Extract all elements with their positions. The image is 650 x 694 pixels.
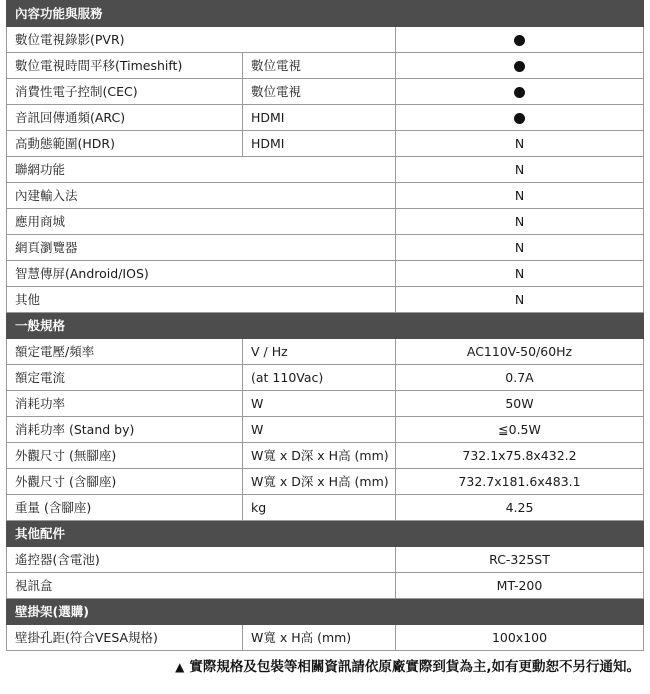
section-title: 壁掛架(選購)	[7, 599, 644, 625]
table-row	[7, 625, 644, 651]
spec-label: 消費性電子控制(CEC)	[7, 79, 243, 105]
spec-unit: W寬 x H高 (mm)	[243, 625, 396, 651]
disclaimer-notice	[0, 655, 640, 675]
table-row	[7, 417, 644, 443]
spec-unit: kg	[243, 495, 396, 521]
table-row	[7, 391, 644, 417]
spec-unit: W	[243, 391, 396, 417]
disclaimer-text: 實際規格及包裝等相關資訊請依原廠實際到貨為主,如有更動恕不另行通知。	[189, 659, 640, 675]
spec-value: 50W	[396, 391, 644, 417]
spec-value: ≦0.5W	[396, 417, 644, 443]
supported-dot-icon	[514, 87, 525, 98]
spec-value: N	[396, 209, 644, 235]
spec-label: 數位電視錄影(PVR)	[7, 27, 396, 53]
spec-value: N	[396, 183, 644, 209]
supported-dot-icon	[514, 61, 525, 72]
spec-value: 732.1x75.8x432.2	[396, 443, 644, 469]
section-title: 其他配件	[7, 521, 644, 547]
supported-dot-icon	[514, 113, 525, 124]
spec-unit: V / Hz	[243, 339, 396, 365]
spec-label: 遙控器(含電池)	[7, 547, 396, 573]
spec-unit: W寬 x D深 x H高 (mm)	[243, 469, 396, 495]
section-header-content	[7, 1, 644, 27]
spec-unit: HDMI	[243, 105, 396, 131]
spec-value: N	[396, 287, 644, 313]
spec-value: N	[396, 235, 644, 261]
spec-label: 數位電視時間平移(Timeshift)	[7, 53, 243, 79]
spec-sheet	[6, 0, 643, 651]
table-row	[7, 105, 644, 131]
spec-value	[396, 27, 644, 53]
spec-value: N	[396, 131, 644, 157]
spec-label: 額定電流	[7, 365, 243, 391]
spec-unit: W	[243, 417, 396, 443]
table-row	[7, 183, 644, 209]
spec-value: MT-200	[396, 573, 644, 599]
spec-label: 網頁瀏覽器	[7, 235, 396, 261]
table-row	[7, 547, 644, 573]
table-row	[7, 287, 644, 313]
spec-value: 732.7x181.6x483.1	[396, 469, 644, 495]
supported-dot-icon	[514, 35, 525, 46]
spec-value	[396, 53, 644, 79]
spec-value: N	[396, 157, 644, 183]
spec-label: 音訊回傳通頻(ARC)	[7, 105, 243, 131]
table-row	[7, 157, 644, 183]
table-row	[7, 339, 644, 365]
spec-value: 4.25	[396, 495, 644, 521]
spec-value: 0.7A	[396, 365, 644, 391]
spec-unit: HDMI	[243, 131, 396, 157]
spec-label: 其他	[7, 287, 396, 313]
spec-label: 重量 (含腳座)	[7, 495, 243, 521]
warning-triangle-icon: ▲	[175, 660, 185, 674]
spec-label: 聯網功能	[7, 157, 396, 183]
table-row	[7, 209, 644, 235]
spec-label: 外觀尺寸 (含腳座)	[7, 469, 243, 495]
spec-unit: (at 110Vac)	[243, 365, 396, 391]
table-row	[7, 443, 644, 469]
table-row	[7, 261, 644, 287]
table-row	[7, 235, 644, 261]
section-header-general	[7, 313, 644, 339]
spec-unit: 數位電視	[243, 53, 396, 79]
spec-label: 消耗功率	[7, 391, 243, 417]
table-row	[7, 27, 644, 53]
spec-value: N	[396, 261, 644, 287]
spec-label: 消耗功率 (Stand by)	[7, 417, 243, 443]
spec-value: 100x100	[396, 625, 644, 651]
spec-label: 智慧傳屏(Android/IOS)	[7, 261, 396, 287]
spec-unit: W寬 x D深 x H高 (mm)	[243, 443, 396, 469]
table-row	[7, 495, 644, 521]
spec-label: 高動態範圍(HDR)	[7, 131, 243, 157]
spec-label: 應用商城	[7, 209, 396, 235]
spec-table	[6, 0, 644, 651]
spec-label: 內建輸入法	[7, 183, 396, 209]
table-row	[7, 365, 644, 391]
spec-label: 額定電壓/頻率	[7, 339, 243, 365]
section-header-accessories	[7, 521, 644, 547]
spec-value	[396, 105, 644, 131]
spec-value: AC110V-50/60Hz	[396, 339, 644, 365]
spec-label: 外觀尺寸 (無腳座)	[7, 443, 243, 469]
table-row	[7, 573, 644, 599]
spec-value	[396, 79, 644, 105]
section-title: 內容功能與服務	[7, 1, 644, 27]
section-title: 一般規格	[7, 313, 644, 339]
table-row	[7, 79, 644, 105]
spec-label: 壁掛孔距(符合VESA規格)	[7, 625, 243, 651]
table-row	[7, 131, 644, 157]
spec-value: RC-325ST	[396, 547, 644, 573]
section-header-wallmount	[7, 599, 644, 625]
table-row	[7, 469, 644, 495]
spec-unit: 數位電視	[243, 79, 396, 105]
table-row	[7, 53, 644, 79]
spec-label: 視訊盒	[7, 573, 396, 599]
